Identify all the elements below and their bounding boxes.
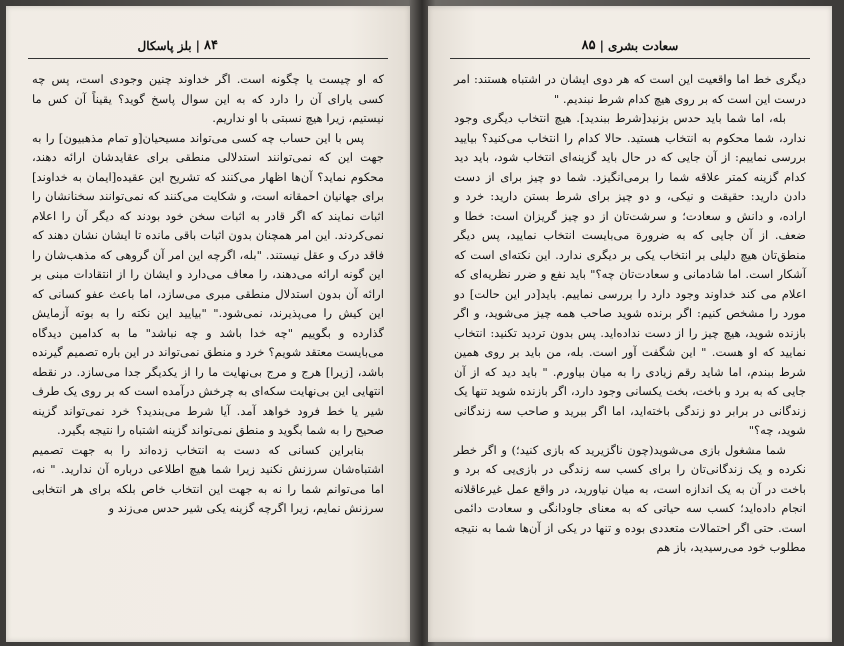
right-paragraph-1: دیگری خط اما واقعیت این است که هر دوی ایشان در اشتباه هستند: امر درست این است که بر روی هیچ کدام شرط نبندیم. " bbox=[454, 72, 806, 106]
right-paragraph-2: بله، اما شما باید حدس بزنید[شرط ببندید]. هیچ انتخاب دیگری وجود ندارد، شما محکوم به انتخاب هستید. حالا کدام را انتخاب می‌کنید؟ بیایید بررسی نماییم: از آن جایی که در حال باید گزینه‌ای انتخاب شود، باید دید کدام گزینه کمتر علاقه شما را برمی‌انگیزد. شما دو چیز برای از دست دادن دارید: حقیقت و نیکی، و دو چیز برای شرط بستن دارید: خرد و اراده، و دانش و سعادت؛ و سرشت‌تان از دو چیز گریزان است: خطا و ضعف. از آن جایی که به ضرورة می‌بایست انتخاب نمایید، پس دیگر منطق‌تان هیچ دلیلی بر انتخاب یکی بر دیگری ندارد. این نکته‌ای است که آشکار است. اما شادمانی و سعادت‌تان چه؟" باید نفع و ضرر نظریه‌ای که اعلام می کند خداوند وجود دارد را بررسی نماییم. باید[در این حالت] دو مورد را مشخص کنیم: اگر برنده شوید صاحب همه چیز می‌شوید، و اگر بازنده شوید، هیچ چیز را از دست نداده‌اید. پس بدون تردید تکنید: انتخاب نمایید که او هست. " این شگفت آور است. بله، من باید بر روی همین شرط ببندم، اما شاید رقم زیادی را به میان بیاورم. " باید دید که از آن جایی که به برد و باخت، بخت یکسانی وجود دارد، اگر بازنده شوید تنها یک زندگانی در برابر دو زندگی باخته‌اید، اما اگر ببرید و صاحب سه زندگانی شوید، چه؟" bbox=[454, 111, 806, 437]
right-paragraph-3: شما مشغول بازی می‌شوید(چون ناگزیرید که بازی کنید؛) و اگر خطر نکرده و یک زندگانی‌تان را برای کسب سه زندگی در بازی‌یی که برد و باخت در آن به یک اندازه است، به میان نیاورید، در واقع عمل غیرعاقلانه انجام داده‌اید؛ کسب سه حیاتی که به معنای جاودانگی و سعادت دائمی است. حتی اگر احتمالات متعددی بوده و تنها در یکی از آن‌ها شما به نتیجه مطلوب خود می‌رسیدید، باز هم bbox=[454, 442, 806, 554]
header-separator: | bbox=[195, 38, 201, 53]
header-separator: | bbox=[599, 38, 604, 53]
right-header-rule bbox=[450, 58, 810, 59]
left-running-title: بلز پاسکال bbox=[137, 38, 192, 53]
right-page bbox=[428, 6, 832, 642]
left-header-rule bbox=[28, 58, 388, 59]
left-page-number: ۸۴ bbox=[204, 38, 218, 53]
left-page bbox=[6, 6, 410, 642]
left-page-body bbox=[32, 70, 384, 519]
left-paragraph-3: بنابراین کسانی که دست به انتخاب زده‌اند را به جهت تصمیم اشتباه‌شان سرزنش نکنید زیرا شما هیچ اطلاعی درباره آن ندارید. " نه، اما می‌توانم شما را نه به جهت این انتخاب خاص بلکه برای هر انتخابی سرزنش نمایم، زیرا اگرچه گزینه یکی شیر حدس می‌زند و bbox=[32, 442, 384, 515]
left-page-header bbox=[28, 38, 388, 53]
right-running-title: سعادت بشری bbox=[607, 38, 679, 53]
right-page-header bbox=[450, 38, 810, 53]
right-page-body bbox=[454, 70, 806, 558]
left-paragraph-2: پس با این حساب چه کسی می‌تواند مسیحیان[و تمام مذهبیون] را به جهت این که نمی‌توانند استدلالی منطقی برای عقایدشان ارائه دهند، محکوم نماید؟ آن‌ها اظهار می‌کنند که تشریح این عقیده[ایمان به خداوند] برای جهانیان احمقانه است، و شکایت می‌کنند که نمی‌توانند سخنانشان را اثبات نمایند که اگر قادر به اثبات سخن خود بودند که دیگر آن را اعلام نمی‌کردند. این امر همچنان بدون اثبات باقی مانده تا ایشان نشان دهند که فاقد درک و عقل نیستند. "بله، اگرچه این امر آن گروهی که مذهب‌شان را این گونه ارائه می‌دهند، را معاف می‌دارد و ایشان را از انتقادات مبنی بر ارائه آن بدون استدلال منطقی مبری می‌سازد، اما باعث عفو کسانی که این کیش را می‌پذیرند، نمی‌شود." "بیایید این نکته را به بوته آزمایش گذارده و بگوییم "چه خدا باشد و چه نباشد" ما به کدامین دیدگاه می‌بایست معتقد شویم؟ خرد و منطق نمی‌تواند در این باره تصمیم گیرنده باشد، [زیرا] هرج و مرج بی‌نهایت ما را از یکدیگر جدا می‌سازد. در نقطه انتهایی این بی‌نهایت سکه‌ای به چرخش درآمده است که بر روی یک طرف شیر یا خط فرود خواهد آمد. آیا شرط می‌بندید؟ خرد نمی‌تواند گزینه صحیح را به شما بگوید و منطق نمی‌تواند گزینه اشتباه را نتیجه بگیرد. bbox=[32, 130, 384, 437]
right-page-number: ۸۵ bbox=[581, 38, 596, 53]
left-paragraph-1: که او چیست یا چگونه است. اگر خداوند چنین وجودی است، پس چه کسی یارای آن را دارد که به این سوال پاسخ گوید؟ یقیناً آن کس ما نیستیم، زیرا هیچ نسبتی با او نداریم. bbox=[32, 72, 384, 125]
